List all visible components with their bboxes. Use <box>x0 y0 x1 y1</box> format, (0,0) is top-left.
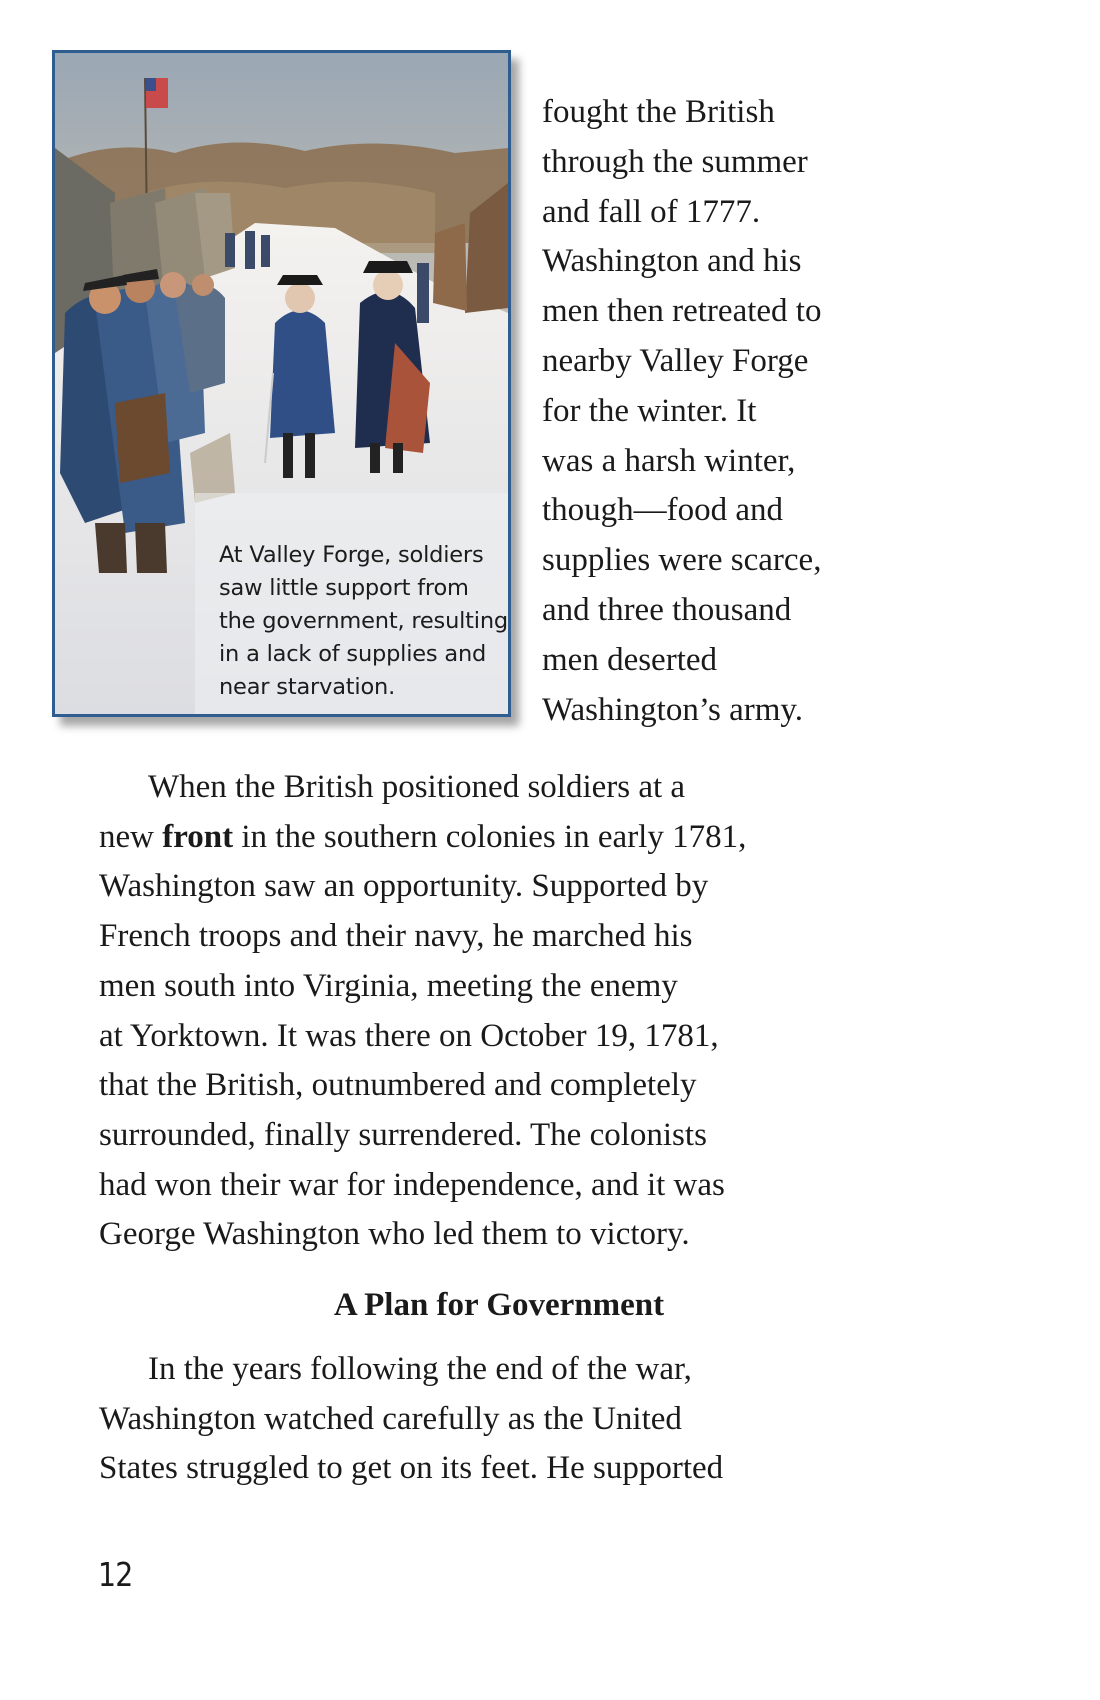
text-line: men deserted <box>542 641 718 678</box>
text-line: had won their war for independence, and it was <box>99 1166 725 1203</box>
text-line: fought the British <box>542 94 775 130</box>
vocabulary-term: front <box>162 818 234 855</box>
page-number: 12 <box>98 1555 133 1594</box>
text-line: that the British, outnumbered and completely <box>99 1067 697 1104</box>
text-line: States struggled to get on its feet. He supported <box>99 1450 724 1487</box>
text-line: surrounded, finally surrendered. The colonists <box>99 1116 707 1153</box>
side-paragraph <box>542 88 942 735</box>
text-line: Washington saw an opportunity. Supported by <box>99 868 709 905</box>
text-line: and fall of 1777. <box>542 193 761 230</box>
text-line: Washington watched carefully as the United <box>99 1400 682 1437</box>
text-line: though—food and <box>542 492 784 529</box>
text-line: In the years following the end of the war, <box>148 1351 692 1387</box>
figure-caption <box>219 539 508 704</box>
text-line: supplies were scarce, <box>542 542 822 579</box>
valley-forge-figure <box>52 50 511 717</box>
text-line: was a harsh winter, <box>542 442 796 479</box>
text-line: Washington’s army. <box>542 691 804 728</box>
text-line: through the summer <box>542 143 808 180</box>
text-line: Washington and his <box>542 243 802 280</box>
text-line: and three thousand <box>542 591 792 628</box>
caption-line: in a lack of supplies and <box>219 641 487 667</box>
text-line: men south into Virginia, meeting the enemy <box>99 967 678 1004</box>
section-heading: A Plan for Government <box>333 1287 665 1323</box>
text-segment: in the southern colonies in early 1781, <box>233 818 747 855</box>
caption-line: At Valley Forge, soldiers <box>219 542 484 568</box>
paragraph-plan-for-government <box>99 1345 899 1494</box>
text-line <box>99 813 899 863</box>
text-line: French troops and their navy, he marched his <box>99 918 693 955</box>
caption-line: near starvation. <box>219 674 396 700</box>
text-line: men then retreated to <box>542 293 822 330</box>
text-line: nearby Valley Forge <box>542 342 809 379</box>
text-line: at Yorktown. It was there on October 19, 1781, <box>99 1017 719 1054</box>
text-line: When the British positioned soldiers at a <box>148 769 686 805</box>
text-line: for the winter. It <box>542 392 757 429</box>
text-line: George Washington who led them to victory. <box>99 1216 690 1253</box>
text-segment: new <box>99 818 163 855</box>
caption-line: saw little support from <box>219 575 469 601</box>
paragraph-yorktown <box>99 763 899 1260</box>
caption-line: the government, resulting <box>219 608 508 634</box>
